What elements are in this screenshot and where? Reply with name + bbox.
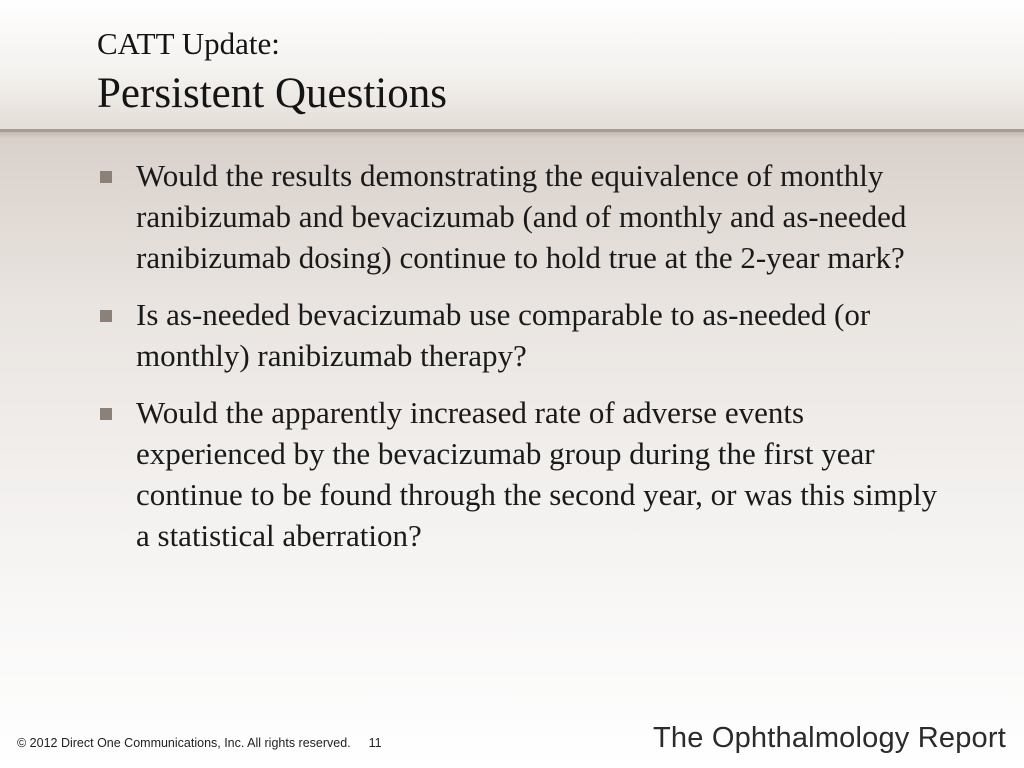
bullet-text: Is as-needed bevacizumab use comparable to as-needed (or monthly) ranibizumab therapy? [136, 297, 871, 373]
slide-title-line2: Persistent Questions [97, 70, 447, 117]
square-bullet-icon [100, 408, 112, 420]
bullet-item [98, 294, 938, 376]
header-divider-shadow [0, 132, 1024, 138]
bullet-list [98, 155, 938, 572]
footer [17, 736, 382, 750]
publication-logo: The Ophthalmology Report [653, 722, 1006, 754]
bullet-text: Would the results demonstrating the equivalence of monthly ranibizumab and bevacizumab (and of monthly and as-needed ranibizumab dosing) continue to hold true at the 2-year mark? [136, 158, 907, 275]
square-bullet-icon [100, 310, 112, 322]
page-number: 11 [368, 736, 382, 750]
copyright-notice: © 2012 Direct One Communications, Inc. All rights reserved. [17, 736, 351, 750]
slide-title-line1: CATT Update: [97, 26, 280, 61]
bullet-item [98, 155, 938, 278]
bullet-item [98, 392, 938, 556]
square-bullet-icon [100, 171, 112, 183]
bullet-text: Would the apparently increased rate of adverse events experienced by the bevacizumab group during the first year continue to be found through the second year, or was this simply a statistical aberration? [136, 395, 938, 553]
